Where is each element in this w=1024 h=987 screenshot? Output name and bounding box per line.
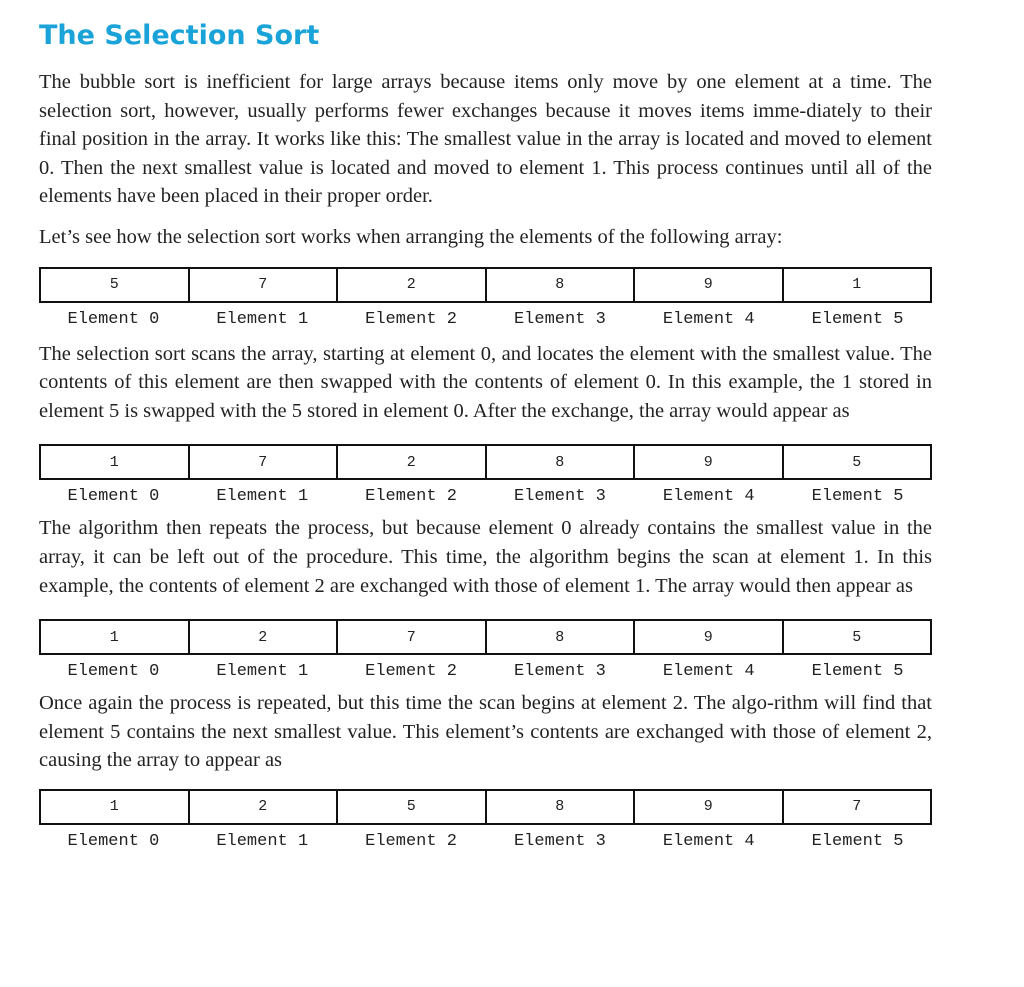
array-row	[39, 444, 932, 480]
array-cell: 1	[782, 269, 931, 301]
element-label: Element 3	[513, 487, 606, 507]
array-diagram-pass-3	[39, 789, 932, 855]
element-label: Element 2	[365, 309, 457, 329]
array-cell: 1	[109, 628, 119, 646]
array-cell: 8	[485, 621, 634, 653]
element-label: Element 5	[811, 487, 904, 507]
element-label: Element 4	[662, 662, 755, 682]
array-cell: 2	[188, 621, 337, 653]
element-label: Element 5	[811, 831, 904, 851]
array-cell: 8	[485, 791, 634, 823]
array-cell: 9	[633, 621, 782, 653]
element-label: Element 4	[662, 309, 755, 329]
array-cell: 5	[336, 791, 485, 823]
element-label: Element 0	[67, 662, 160, 682]
array-cell: 1	[109, 453, 119, 471]
element-label: Element 1	[216, 662, 309, 682]
array-cell: 8	[485, 269, 634, 301]
paragraph-second-pass: The algorithm then repeats the process, but because element 0 already contains the smallest value in the array, it can be left out of the procedure. This time, the algorithm begins the scan at element 1. In this example, the contents of element 2 are exchanged with those of element 1. The array would then appear as	[39, 517, 932, 597]
element-label: Element 3	[513, 662, 606, 682]
array-row	[39, 619, 932, 655]
element-label: Element 0	[67, 831, 160, 851]
element-labels	[39, 661, 932, 685]
array-cell: 9	[633, 791, 782, 823]
element-label: Element 0	[67, 309, 160, 329]
element-label: Element 3	[513, 831, 606, 851]
element-label: Element 0	[67, 487, 160, 507]
array-cell: 5	[782, 446, 931, 478]
array-cell: 7	[782, 791, 931, 823]
element-label: Element 3	[513, 309, 606, 329]
element-label: Element 1	[216, 487, 309, 507]
paragraph-third-pass: Once again the process is repeated, but this time the scan begins at element 2. The algo-rithm will find that element 5 contains the next smallest value. This element’s contents are exchanged with those of element 2, causing the array to appear as	[39, 692, 932, 772]
array-cell: 2	[336, 446, 485, 478]
array-cell: 5	[782, 621, 931, 653]
paragraph-first-pass: The selection sort scans the array, starting at element 0, and locates the element with the smallest value. The contents of this element are then swapped with the contents of element 0. In this example, the 1 stored in element 5 is swapped with the 5 stored in element 0. After the exchange, the array would appear as	[39, 342, 932, 422]
array-diagram-initial	[39, 267, 932, 333]
element-label: Element 1	[216, 309, 309, 329]
element-labels	[39, 831, 932, 855]
element-label: Element 5	[811, 662, 904, 682]
array-cell: 7	[188, 269, 337, 301]
element-label: Element 5	[811, 309, 904, 329]
element-labels	[39, 309, 932, 333]
element-label: Element 2	[365, 662, 457, 682]
array-diagram-pass-1	[39, 444, 932, 510]
array-cell: 7	[336, 621, 485, 653]
element-label: Element 4	[662, 831, 755, 851]
array-row	[39, 267, 932, 303]
array-cell: 8	[485, 446, 634, 478]
array-cell: 7	[188, 446, 337, 478]
document-page	[39, 0, 932, 855]
array-cell: 5	[109, 276, 119, 294]
paragraph-lead-in: Let’s see how the selection sort works when arranging the elements of the following array:	[39, 225, 783, 248]
array-row	[39, 789, 932, 825]
array-cell: 2	[188, 791, 337, 823]
element-label: Element 4	[662, 487, 755, 507]
section-title: The Selection Sort	[39, 20, 320, 51]
array-cell: 1	[109, 798, 119, 816]
element-labels	[39, 486, 932, 510]
array-diagram-pass-2	[39, 619, 932, 685]
paragraph-intro: The bubble sort is inefficient for large arrays because items only move by one element at a time. The selection sort, however, usually performs fewer exchanges because it moves items imme-diately to their final position in the array. It works like this: The smallest value in the array is located and moved to element 0. Then the next smallest value is located and moved to element 1. This process continues until all of the elements have been placed in their proper order.	[39, 71, 932, 208]
array-cell: 9	[633, 446, 782, 478]
element-label: Element 2	[365, 487, 457, 507]
array-cell: 2	[336, 269, 485, 301]
element-label: Element 2	[365, 831, 457, 851]
array-cell: 9	[633, 269, 782, 301]
element-label: Element 1	[216, 831, 309, 851]
